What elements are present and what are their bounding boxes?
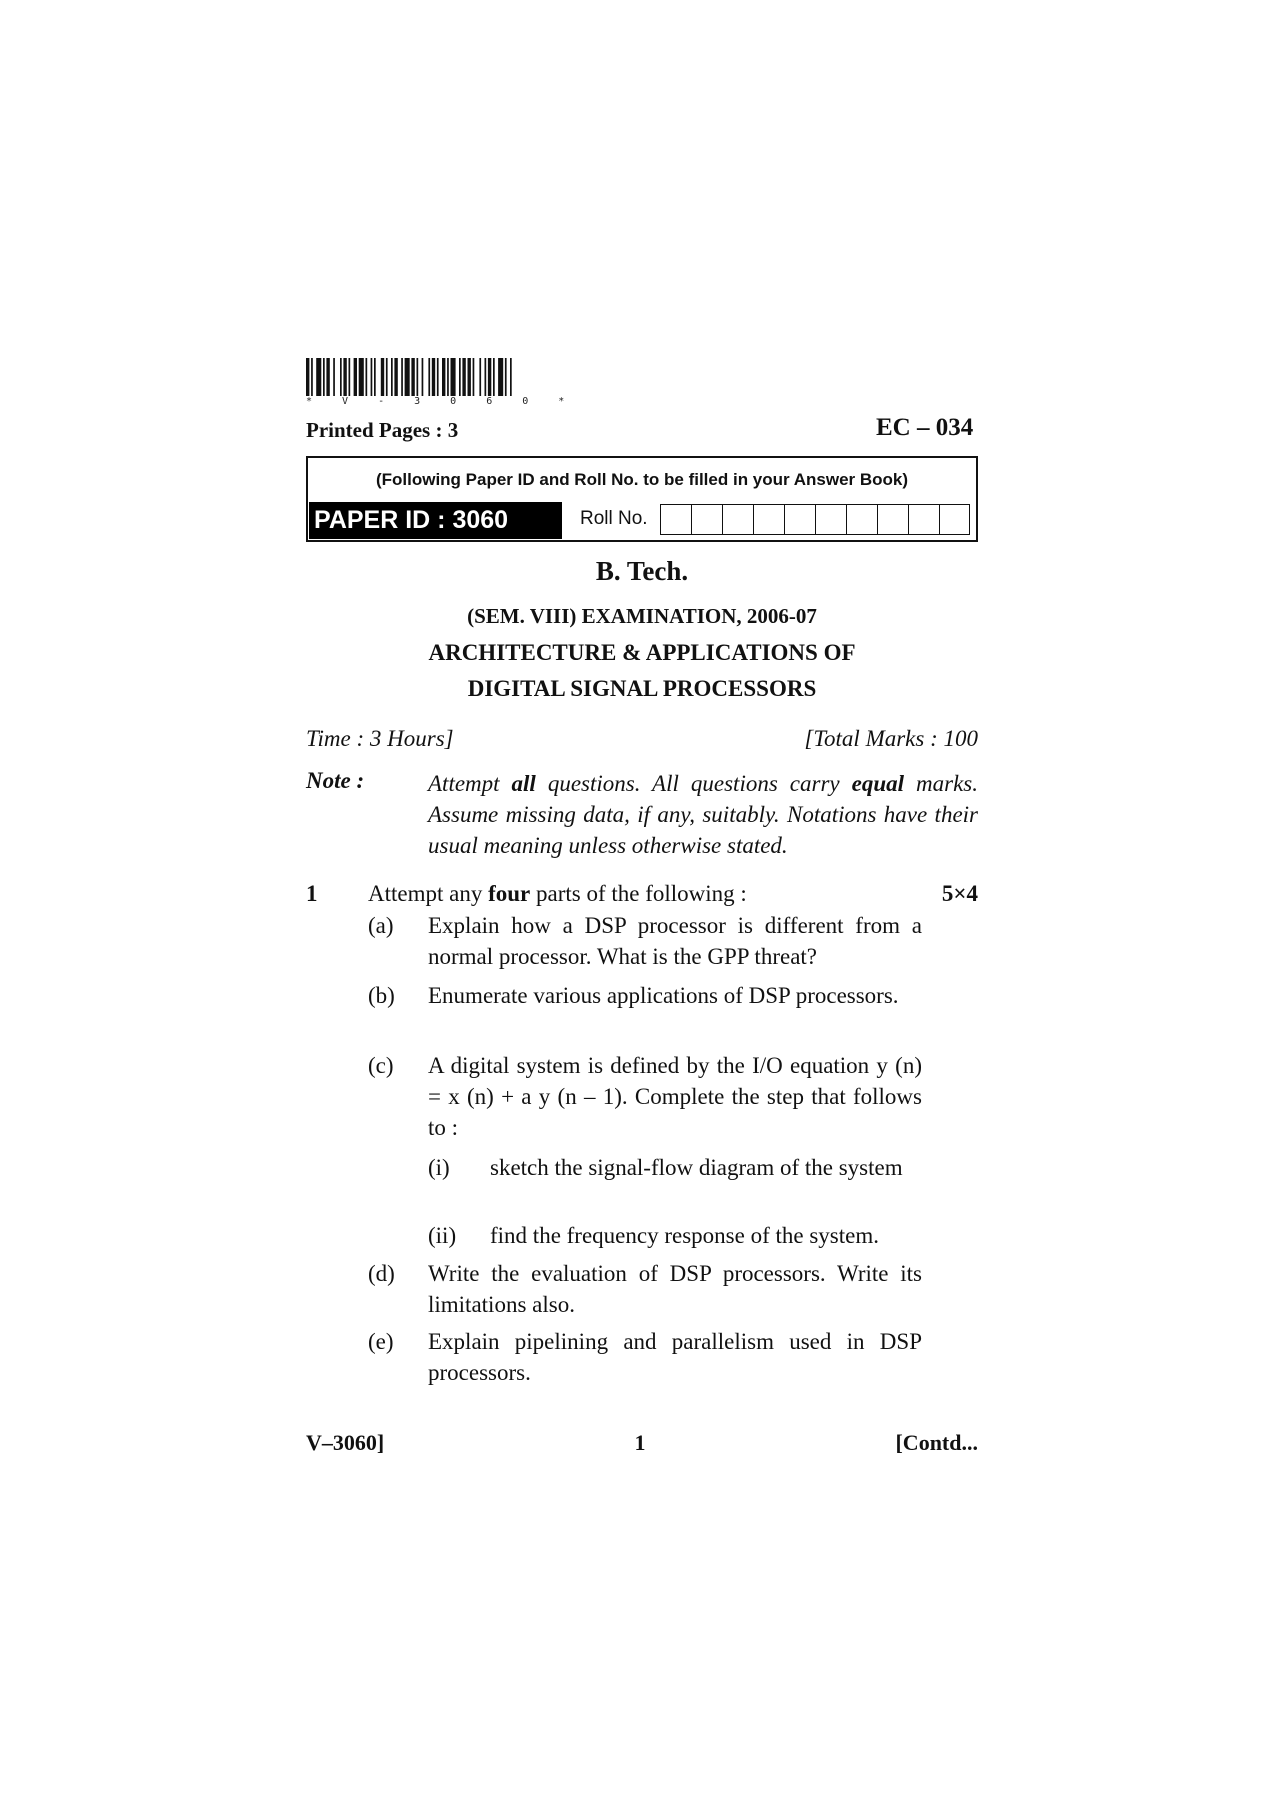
roll-number-digit-box[interactable]: [939, 504, 970, 535]
roll-number-digit-box[interactable]: [908, 504, 939, 535]
part-label: (e): [368, 1329, 394, 1354]
note-label: Note :: [306, 768, 365, 793]
subpart-text: sketch the signal-flow diagram of the system: [490, 1155, 903, 1180]
roll-number-label: Roll No.: [580, 508, 648, 529]
degree-title: B. Tech.: [595, 556, 689, 586]
roll-number-digit-box[interactable]: [660, 504, 691, 535]
footer-paper-code: V–3060]: [306, 1430, 385, 1455]
fill-instruction: (Following Paper ID and Roll No. to be filled in your Answer Book): [375, 470, 909, 489]
part-text: A digital system is defined by the I/O equation y (n) = x (n) + a y (n – 1). Complete the step that follows to :: [428, 1053, 922, 1140]
subpart-label: (i): [428, 1155, 450, 1180]
subpart-text: find the frequency response of the system.: [490, 1223, 879, 1248]
barcode-image: [306, 358, 578, 396]
question-marks: 5×4: [941, 881, 978, 906]
question-number: 1: [306, 881, 318, 906]
total-marks: [Total Marks : 100: [804, 726, 978, 751]
paper-id-label: PAPER ID : 3060: [309, 502, 562, 539]
part-text: Enumerate various applications of DSP processors.: [428, 983, 899, 1008]
part-label: (a): [368, 913, 394, 938]
page-number: 1: [634, 1430, 646, 1455]
roll-number-digit-box[interactable]: [691, 504, 722, 535]
roll-number-digit-box[interactable]: [877, 504, 908, 535]
exam-session: (SEM. VIII) EXAMINATION, 2006-07: [467, 604, 817, 628]
subpart-label: (ii): [428, 1223, 457, 1248]
part-text: Explain how a DSP processor is different from a normal processor. What is the GPP threat?: [428, 913, 922, 969]
part-label: (d): [368, 1261, 395, 1286]
subject-title-line1: ARCHITECTURE & APPLICATIONS OF: [428, 640, 856, 665]
note-text: Attempt all questions. All questions carry equal marks. Assume missing data, if any, suitably. Notations have their usual meaning unless otherwise stated.: [428, 771, 978, 858]
roll-number-digit-box[interactable]: [784, 504, 815, 535]
roll-number-boxes[interactable]: [660, 504, 970, 535]
barcode-caption: * V - 3 0 6 0 *: [306, 396, 577, 407]
roll-number-digit-box[interactable]: [753, 504, 784, 535]
roll-number-digit-box[interactable]: [722, 504, 753, 535]
subject-title-line2: DIGITAL SIGNAL PROCESSORS: [467, 676, 817, 701]
printed-pages: Printed Pages : 3: [306, 418, 459, 442]
continued-label: [Contd...: [895, 1430, 978, 1455]
subject-code: EC – 034: [876, 414, 974, 441]
paper-id-box: [306, 456, 978, 542]
part-text: Write the evaluation of DSP processors. Write its limitations also.: [428, 1261, 922, 1317]
part-text: Explain pipelining and parallelism used in DSP processors.: [428, 1329, 922, 1385]
time-allowed: Time : 3 Hours]: [306, 726, 454, 751]
part-label: (c): [368, 1053, 394, 1078]
question-instruction: Attempt any four parts of the following :: [368, 881, 747, 906]
roll-number-digit-box[interactable]: [846, 504, 877, 535]
part-label: (b): [368, 983, 395, 1008]
roll-number-digit-box[interactable]: [815, 504, 846, 535]
